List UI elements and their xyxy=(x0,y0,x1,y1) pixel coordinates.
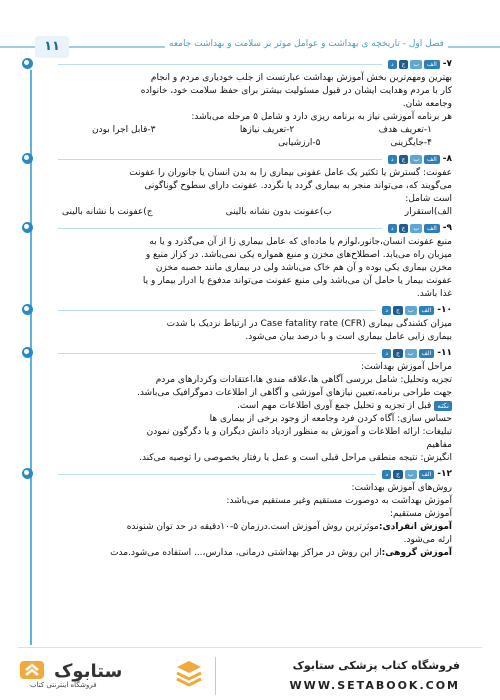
answers-content xyxy=(52,58,452,563)
answer-line: مخزن بیماری یکی بوده و آن هم خاک می‌باشد ولی در بیماری مانند حصبه مخزن xyxy=(155,263,452,273)
question-header xyxy=(52,153,452,166)
option-tag-b: ب xyxy=(410,155,422,164)
answer-line: است شامل: xyxy=(405,194,452,204)
answer-line: بهترین ومهم‌ترین بخش آموزش بهداشت عبارتست از جلب خودیاری مردم و انجام xyxy=(150,73,452,83)
question-number: ۱۲- xyxy=(437,469,452,479)
question-rule xyxy=(58,353,376,354)
answer-line: عفونت بیمار یا حامل آن می‌باشد ولی منبع عفونت می‌تواند مدفوع یا ادرار بیمار و یا xyxy=(142,276,452,286)
answer-text: از این روش در مراکز بهداشتی درمانی، مدارس،... استفاده می‌شود.مدت xyxy=(110,548,382,558)
question-rule xyxy=(58,310,376,311)
question-rule xyxy=(58,159,382,160)
note-text: قبل از تجزیه و تحلیل جمع آوری اطلاعات مهم است. xyxy=(236,401,432,411)
step-item: ۵-ارزشیابی xyxy=(278,138,321,148)
chapter-breadcrumb: فصل اول - تاریخچه ی بهداشت و عوامل موثر بر سلامت و بهداشت جامعه xyxy=(165,39,448,49)
option-tag-b: ب xyxy=(410,224,422,233)
question-bullet-icon xyxy=(22,58,33,69)
store-url[interactable]: WWW.SETABOOK.COM xyxy=(289,679,460,692)
question-rule xyxy=(58,228,382,229)
step-item: ۳-قابل اجرا بودن xyxy=(92,125,156,135)
option-tag-c: ج xyxy=(393,349,403,358)
option-tag-b: ب xyxy=(410,60,422,69)
question-number: ۹- xyxy=(442,223,452,233)
page-number: ۱۱ xyxy=(35,36,69,58)
store-title: فروشگاه کتاب پزشکی ستابوک xyxy=(292,659,460,672)
option-tag-a: الف xyxy=(424,224,440,233)
levels-row xyxy=(52,206,452,219)
steps-row xyxy=(52,124,452,137)
option-tag-d: د xyxy=(382,349,391,358)
option-tag-c: ج xyxy=(399,60,409,69)
steps-row xyxy=(52,137,452,150)
level-item: الف)استقرار xyxy=(404,207,452,217)
answer-line: هر برنامه آموزشی نیاز به برنامه ریزی دارد و شامل ۵ مرحله می‌باشد: xyxy=(191,112,452,122)
level-item: ب)عفونت بدون نشانه بالینی xyxy=(225,207,332,217)
answer-line: حساس سازی: آگاه کردن فرد وجامعه از وجود برخی از بیماری ها xyxy=(209,414,452,424)
question-9 xyxy=(52,222,452,301)
footer-rule xyxy=(18,647,482,648)
answer-line: می‌گویند که، می‌تواند منجر به بیماری گردد یا نگردد. عفونت دارای سطوح گوناگونی xyxy=(144,181,452,191)
question-number: ۸- xyxy=(442,154,452,164)
question-number: ۱۰- xyxy=(437,305,452,315)
answer-line: انگیزش: نتیجه منطقی مراحل قبلی است و عمل یا رفتار بخصوصی را توصیه می‌کند. xyxy=(139,453,452,463)
answer-line: غذا باشد. xyxy=(416,289,452,299)
answer-line: تجزیه وتحلیل: شامل بررسی آگاهی ها،علاقه مندی ها،اعتقادات وکردارهای مردم xyxy=(155,375,452,385)
question-bullet-icon xyxy=(22,468,33,479)
option-tags xyxy=(388,224,440,233)
option-tag-c: ج xyxy=(393,470,403,479)
option-tag-b: ب xyxy=(405,470,417,479)
question-11 xyxy=(52,347,452,465)
answer-line: مراحل آموزش بهداشت: xyxy=(361,362,452,372)
question-header xyxy=(52,58,452,71)
answer-line: آموزش بهداشت به دوصورت مستقیم وغیر مستقیم می‌باشد: xyxy=(226,496,452,506)
question-rule xyxy=(58,64,382,65)
option-tags xyxy=(382,470,434,479)
note-badge: نکته xyxy=(434,401,452,411)
bold-label: آموزش انفرادی: xyxy=(378,522,452,532)
note-line xyxy=(52,400,452,413)
option-tag-a: الف xyxy=(424,60,440,69)
question-header xyxy=(52,347,452,360)
step-item: ۴-جایگزینی xyxy=(390,138,432,148)
page-header xyxy=(0,36,500,58)
store-logo[interactable] xyxy=(18,657,168,695)
level-item: ج)عفونت با نشانه بالینی xyxy=(62,207,153,217)
option-tag-a: الف xyxy=(419,306,435,315)
option-tag-d: د xyxy=(388,224,397,233)
option-tag-d: د xyxy=(382,470,391,479)
answer-line: جهت طراحی برنامه،تعیین نیازهای آموزشی و آگاهی از اطلاعات دموگرافیک می‌باشد. xyxy=(136,388,452,398)
answer-line: مفاهیم xyxy=(426,440,452,450)
question-bullet-icon xyxy=(22,222,33,233)
answer-line: وجامعه شان. xyxy=(402,99,452,109)
option-tag-b: ب xyxy=(405,306,417,315)
store-footer xyxy=(0,645,500,700)
answer-line: بیماری زایی عامل بیماری است و با درصد بیان می‌شود. xyxy=(245,332,452,342)
option-tags xyxy=(382,306,434,315)
step-item: ۱-تعریف هدف xyxy=(378,125,432,135)
answer-line: روش‌های آموزش بهداشت: xyxy=(351,483,452,493)
question-8 xyxy=(52,153,452,219)
answer-line: عفونت: گسترش یا تکثیر یک عامل عفونی بیماری را به بدن انسان یا جانوران را عفونت xyxy=(129,168,452,178)
option-tags xyxy=(382,349,434,358)
option-tag-c: ج xyxy=(393,306,403,315)
question-header xyxy=(52,468,452,481)
answer-line: ارئه می‌شود. xyxy=(403,535,452,545)
option-tag-a: الف xyxy=(419,349,435,358)
question-bullet-icon xyxy=(22,153,33,164)
option-tag-c: ج xyxy=(399,224,409,233)
question-header xyxy=(52,304,452,317)
logo-subtext: فروشگاه اینترنتی کتاب xyxy=(30,681,97,689)
answer-line: آموزش مستقیم: xyxy=(389,509,452,519)
question-number: ۱۱- xyxy=(437,348,452,358)
answer-line: منبع عفونت انسان،جانور،لوازم یا ماده‌ای که عامل بیماری زا از آن می‌گذرد و یا به xyxy=(149,237,452,247)
question-bullet-icon xyxy=(22,347,33,358)
option-tag-b: ب xyxy=(405,349,417,358)
book-stack-icon xyxy=(175,659,203,687)
question-bullet-icon xyxy=(22,304,33,315)
logo-wordmark-icon xyxy=(18,657,168,683)
option-tag-c: ج xyxy=(399,155,409,164)
question-header xyxy=(52,222,452,235)
question-number: ۷- xyxy=(442,59,452,69)
answer-line: میزان کشندگی بیماری (CFR) Case fatality rate در ارتباط نزدیک با شدت xyxy=(166,319,452,329)
answer-text: موثرترین روش آموزش است.درزمان ۵-۱۰دقیقه در حد توان شنونده xyxy=(126,522,379,532)
option-tag-d: د xyxy=(388,60,397,69)
option-tag-d: د xyxy=(388,155,397,164)
answer-line: میزبان راه می‌یابد. اصطلاح‌های مخزن و منبع همواره یکی نمی‌باشد. در کزاز منبع و xyxy=(145,250,452,260)
question-7 xyxy=(52,58,452,150)
question-12 xyxy=(52,468,452,560)
option-tag-a: الف xyxy=(424,155,440,164)
option-tag-a: الف xyxy=(419,470,435,479)
question-10 xyxy=(52,304,452,344)
option-tags xyxy=(388,155,440,164)
question-rule xyxy=(58,474,376,475)
footer-divider xyxy=(215,657,216,695)
option-tags xyxy=(388,60,440,69)
logo-text: ستابوک xyxy=(54,661,123,682)
answer-line xyxy=(52,547,452,560)
answer-line: تبلیغات: ارائه اطلاعات و آموزش به منظور ازدیاد دانش دیگران و یا دگرگون نمودن xyxy=(146,427,452,437)
answer-line xyxy=(52,521,452,534)
bold-label: آموزش گروهی: xyxy=(381,548,452,558)
option-tag-d: د xyxy=(382,306,391,315)
answer-line: کار با مردم وهدایت ایشان در قبول مسئولیت بیشتر برای حفظ سلامت خود، خانواده xyxy=(140,86,452,96)
step-item: ۲-تعریف نیازها xyxy=(239,125,295,135)
